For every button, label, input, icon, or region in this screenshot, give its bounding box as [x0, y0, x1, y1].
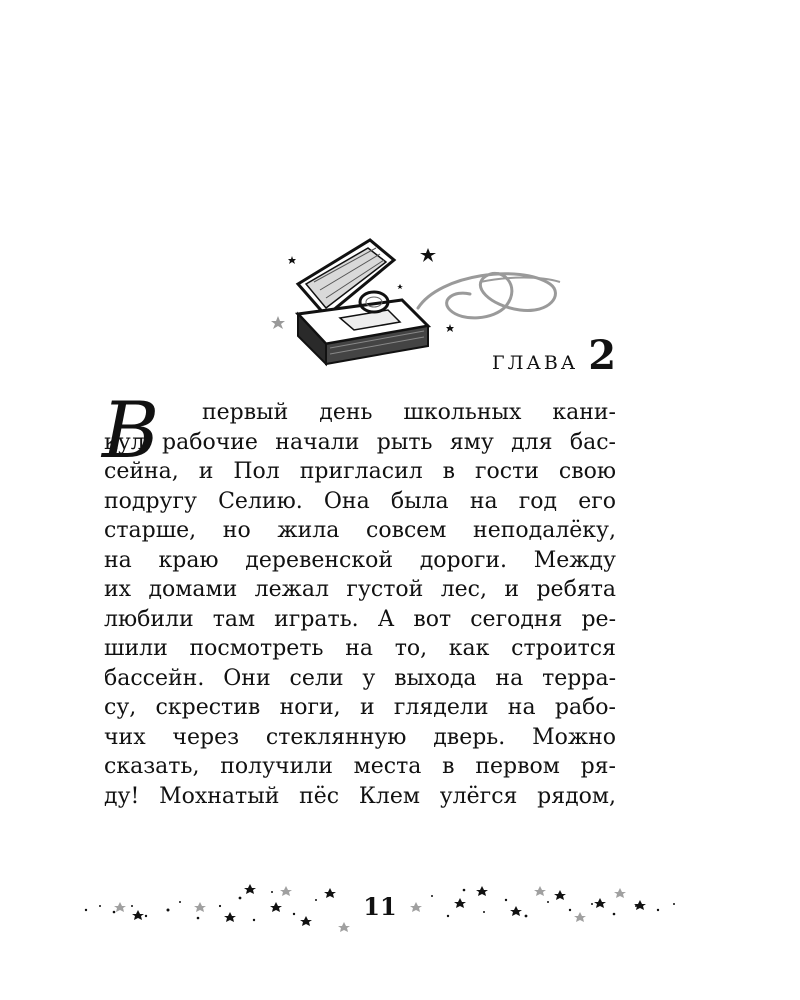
text-line: чих через стеклянную дверь. Можно [104, 724, 616, 750]
text-line: их домами лежал густой лес, и ребята [104, 577, 616, 602]
text-line: шили посмотреть на то, как строится [104, 636, 616, 661]
chapter-number: 2 [588, 332, 617, 379]
text-line: ду! Мохнатый пёс Клем улёгся рядом, [104, 783, 616, 809]
star-icon [397, 284, 403, 289]
star-icon [288, 256, 296, 264]
flourish-ornament [410, 256, 570, 336]
chapter-header [270, 236, 620, 379]
chapter-label [492, 332, 616, 379]
text-line: кул рабочие начали рыть яму для бас- [104, 429, 616, 455]
chapter-word: ГЛАВА [492, 352, 579, 374]
text-line: на краю деревенской дороги. Между [104, 547, 616, 573]
text-line: подругу Селию. Она была на год его [104, 488, 616, 514]
text-line: су, скрестив ноги, и глядели на рабо- [104, 695, 616, 720]
page-footer [80, 876, 680, 936]
star-icon [271, 316, 285, 329]
text-line: старше, но жила совсем неподалёку, [104, 518, 616, 543]
text-line: сказать, получили места в первом ря- [104, 754, 616, 779]
text-line: сейна, и Пол пригласил в гости свою [104, 459, 616, 484]
drop-cap: В [102, 386, 160, 476]
chapter-body [102, 386, 616, 811]
page-number: 11 [363, 892, 397, 921]
text-line: первый день школьных кани- [202, 400, 616, 425]
text-line: бассейн. Они сели у выхода на терра- [104, 665, 616, 691]
text-line: любили там играть. А вот сегодня ре- [104, 606, 616, 632]
